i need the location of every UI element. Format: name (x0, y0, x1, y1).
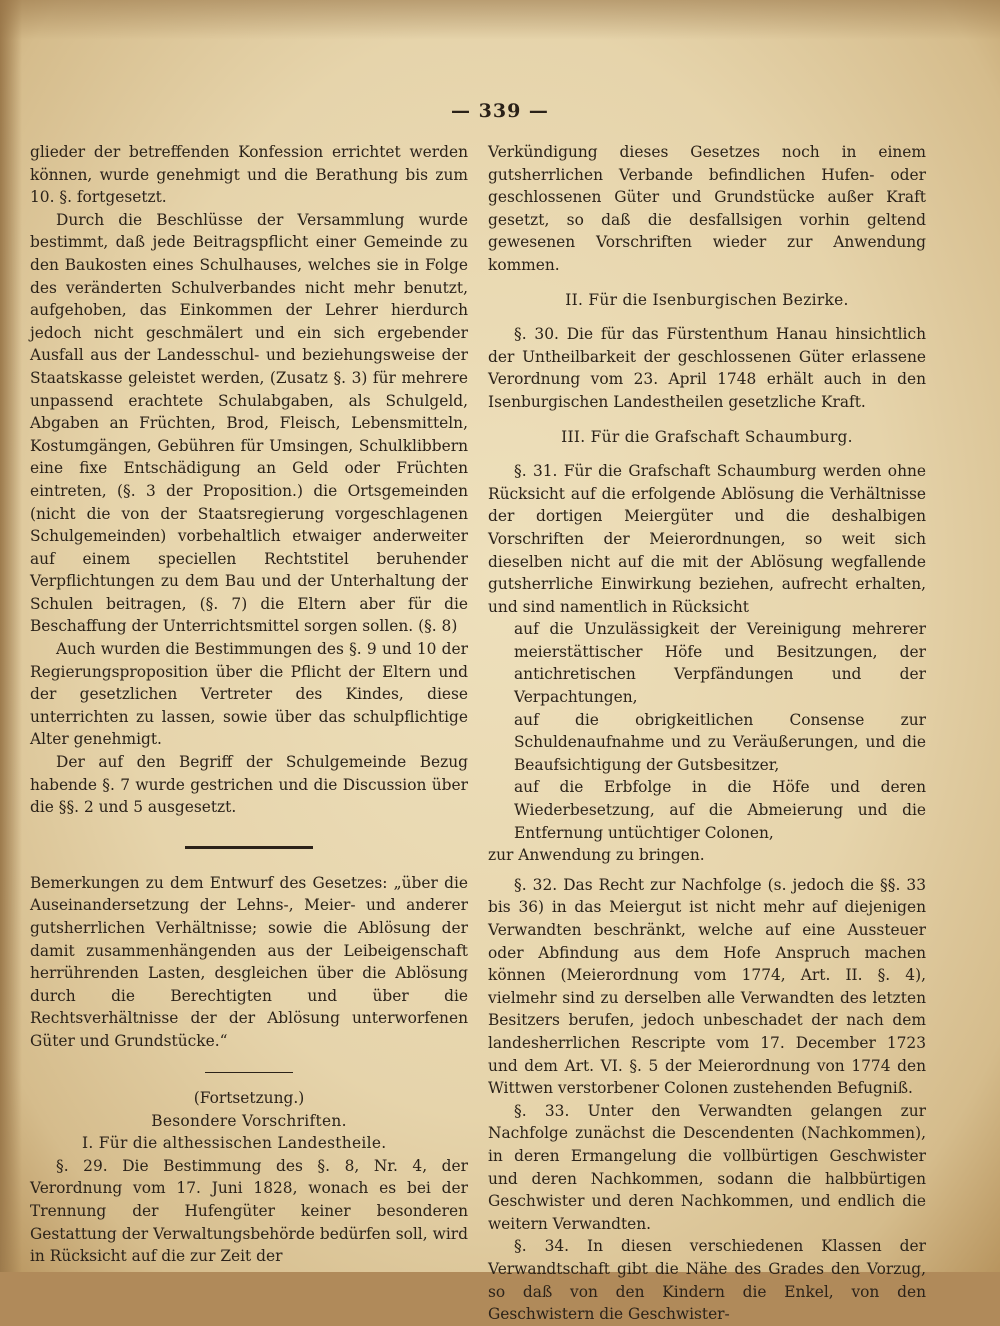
paragraph: glieder der betreffenden Konfession errichtet werden können, wurde genehmigt und die Berathung bis zum 10. §. fortgesetzt. (30, 143, 468, 207)
paragraph: zur Anwendung zu bringen. (488, 846, 705, 865)
section-divider (185, 846, 313, 849)
paragraph: Der auf den Begriff der Schulgemeinde Bezug habende §. 7 wurde gestrichen und die Discussion über die §§. 2 und 5 ausgesetzt. (30, 753, 468, 817)
section-heading-I: I. Für die althessischen Landestheile. (82, 1134, 387, 1153)
left-column (30, 141, 468, 1268)
paragraph-31: §. 31. Für die Grafschaft Schaumburg werden ohne Rücksicht auf die erfolgende Ablösung die Verhältnisse der dortigen Meiergüter und die deshalbigen Vorschriften der Meierordnungen, so weit sich dieselben nicht auf die mit der Ablösung wegfallende gutsherrliche Einwirkung beziehen, aufrecht erhalten, und sind namentlich in Rücksicht (488, 462, 926, 616)
paragraph-30: §. 30. Die für das Fürstenthum Hanau hinsichtlich der Untheilbarkeit der geschlossenen Güter erlassene Verordnung vom 23. April 1748 erhält auch in den Isenburgischen Landestheilen gesetzliche Kraft. (488, 325, 926, 411)
continuation-note: (Fortsetzung.) (193, 1089, 305, 1108)
remarks-heading: Bemerkungen zu dem Entwurf des Gesetzes: „über die Auseinandersetzung der Lehns-, Meier- und anderer gutsherrlichen Verhältnisse; sowie die Ablösung der damit zusammenhängenden aus der Leibeigenschaft herrührenden Lasten, desgleichen über die Ablösung durch die Berechtigten und über die Rechtsverhältnisse der der Ablösung unterworfenen Güter und Grundstücke.“ (30, 873, 468, 1050)
divider (205, 1072, 293, 1074)
section-heading-II: II. Für die Isenburgischen Bezirke. (565, 290, 849, 309)
paragraph: Durch die Beschlüsse der Versammlung wurde bestimmt, daß jede Beitragspflicht einer Gemeinde zu den Baukosten eines Schulhauses, welches sie in Folge des veränderten Schulverbandes nicht mehr benutzt, aufgehoben, das Einkommen der Lehrer hierdurch jedoch nicht geschmälert und ein sich ergebender Ausfall aus der Landesschul- und beziehungsweise der Staatskasse geleistet werden, (Zusatz §. 3) für mehrere unpassend erachtete Schulabgaben, als Schulgeld, Abgaben an Früchten, Brod, Fleisch, Lebensmitteln, Kostumgängen, Gebühren für Umsingen, Schulklibbern eine fixe Entschädigung an Geld oder Früchten eintreten, (§. 3 der Proposition.) die Ortsgemeinden (nicht die von der Staatsregierung vorgeschlagenen Schulgemeinden) vorbehaltlich etwaiger anderweiter auf einem speciellen Rechtstitel beruhender Verpflichtungen zu dem Bau und der Unterhaltung der Schulen beitragen, (§. 7) die Eltern aber für die Beschaffung der Unterrichtsmittel sorgen sollen. (§. 8) (30, 210, 468, 636)
page-number: — 339 — (451, 100, 549, 122)
right-column (488, 141, 926, 1326)
paragraph-34: §. 34. In diesen verschiedenen Klassen der Verwandtschaft gibt die Nähe des Grades den Vorzug, so daß von den Kindern die Enkel, von den Geschwistern die Geschwister- (488, 1237, 926, 1324)
list-item: auf die Erbfolge in die Höfe und deren Wiederbesetzung, auf die Abmeierung und die Entfernung untüchtiger Colonen, (514, 778, 926, 842)
spacer (488, 867, 926, 874)
paragraph-29: §. 29. Die Bestimmung des §. 8, Nr. 4, der Verordnung vom 17. Juni 1828, wonach es bei der Trennung der Hufengüter keiner besonderen Gestattung der Verwaltungsbehörde bedürfen soll, wird in Rücksicht auf die zur Zeit der (30, 1156, 468, 1266)
paragraph: Auch wurden die Bestimmungen des §. 9 und 10 der Regierungsproposition über die Pflicht der Eltern und der gesetzlichen Vertreter des Kindes, diese unterrichten zu lassen, sowie über das schulpflichtige Alter genehmigt. (30, 640, 468, 749)
paragraph-33: §. 33. Unter den Verwandten gelangen zur Nachfolge zunächst die Descendenten (Nachkommen), in deren Ermangelung die vollbürtigen Geschwister und deren Nachkommen, sodann die halbbürtigen Geschwister und deren Nachkommen, und endlich die weitern Verwandten. (488, 1101, 926, 1233)
list-item: auf die obrigkeitlichen Consense zur Schuldenaufnahme und zu Veräußerungen, und die Beaufsichtigung der Gutsbesitzer, (514, 710, 926, 774)
paragraph: Verkündigung dieses Gesetzes noch in einem gutsherrlichen Verbande befindlichen Hufen- oder geschlossenen Güter und Grundstücke außer Kraft gesetzt, so daß die desfallsigen vorhin geltend gewesenen Vorschriften wieder zur Anwendung kommen. (488, 143, 926, 274)
list-item: auf die Unzulässigkeit der Vereinigung mehrerer meierstättischer Höfe und Besitzungen, der antichretischen Verpfändungen und der Verpachtungen, (514, 620, 926, 707)
section-heading-III: III. Für die Grafschaft Schaumburg. (561, 427, 853, 446)
paragraph-32: §. 32. Das Recht zur Nachfolge (s. jedoch die §§. 33 bis 36) in das Meiergut ist nicht mehr auf diejenigen Verwandten beschränkt, welche auf eine Aussteuer oder Abfindung aus dem Hofe Anspruch machen können (Meierordnung vom 1774, Art. II. §. 4), vielmehr sind zu derselben alle Verwandten des letzten Besitzers berufen, jedoch unbeschadet der nach dem landesherrlichen Rescripte vom 17. December 1723 und dem Art. VI. §. 5 der Meierordnung von 1774 den Wittwen verstorbener Colonen zustehenden Befugniß. (488, 875, 926, 1098)
special-provisions-heading: Besondere Vorschriften. (151, 1111, 347, 1130)
